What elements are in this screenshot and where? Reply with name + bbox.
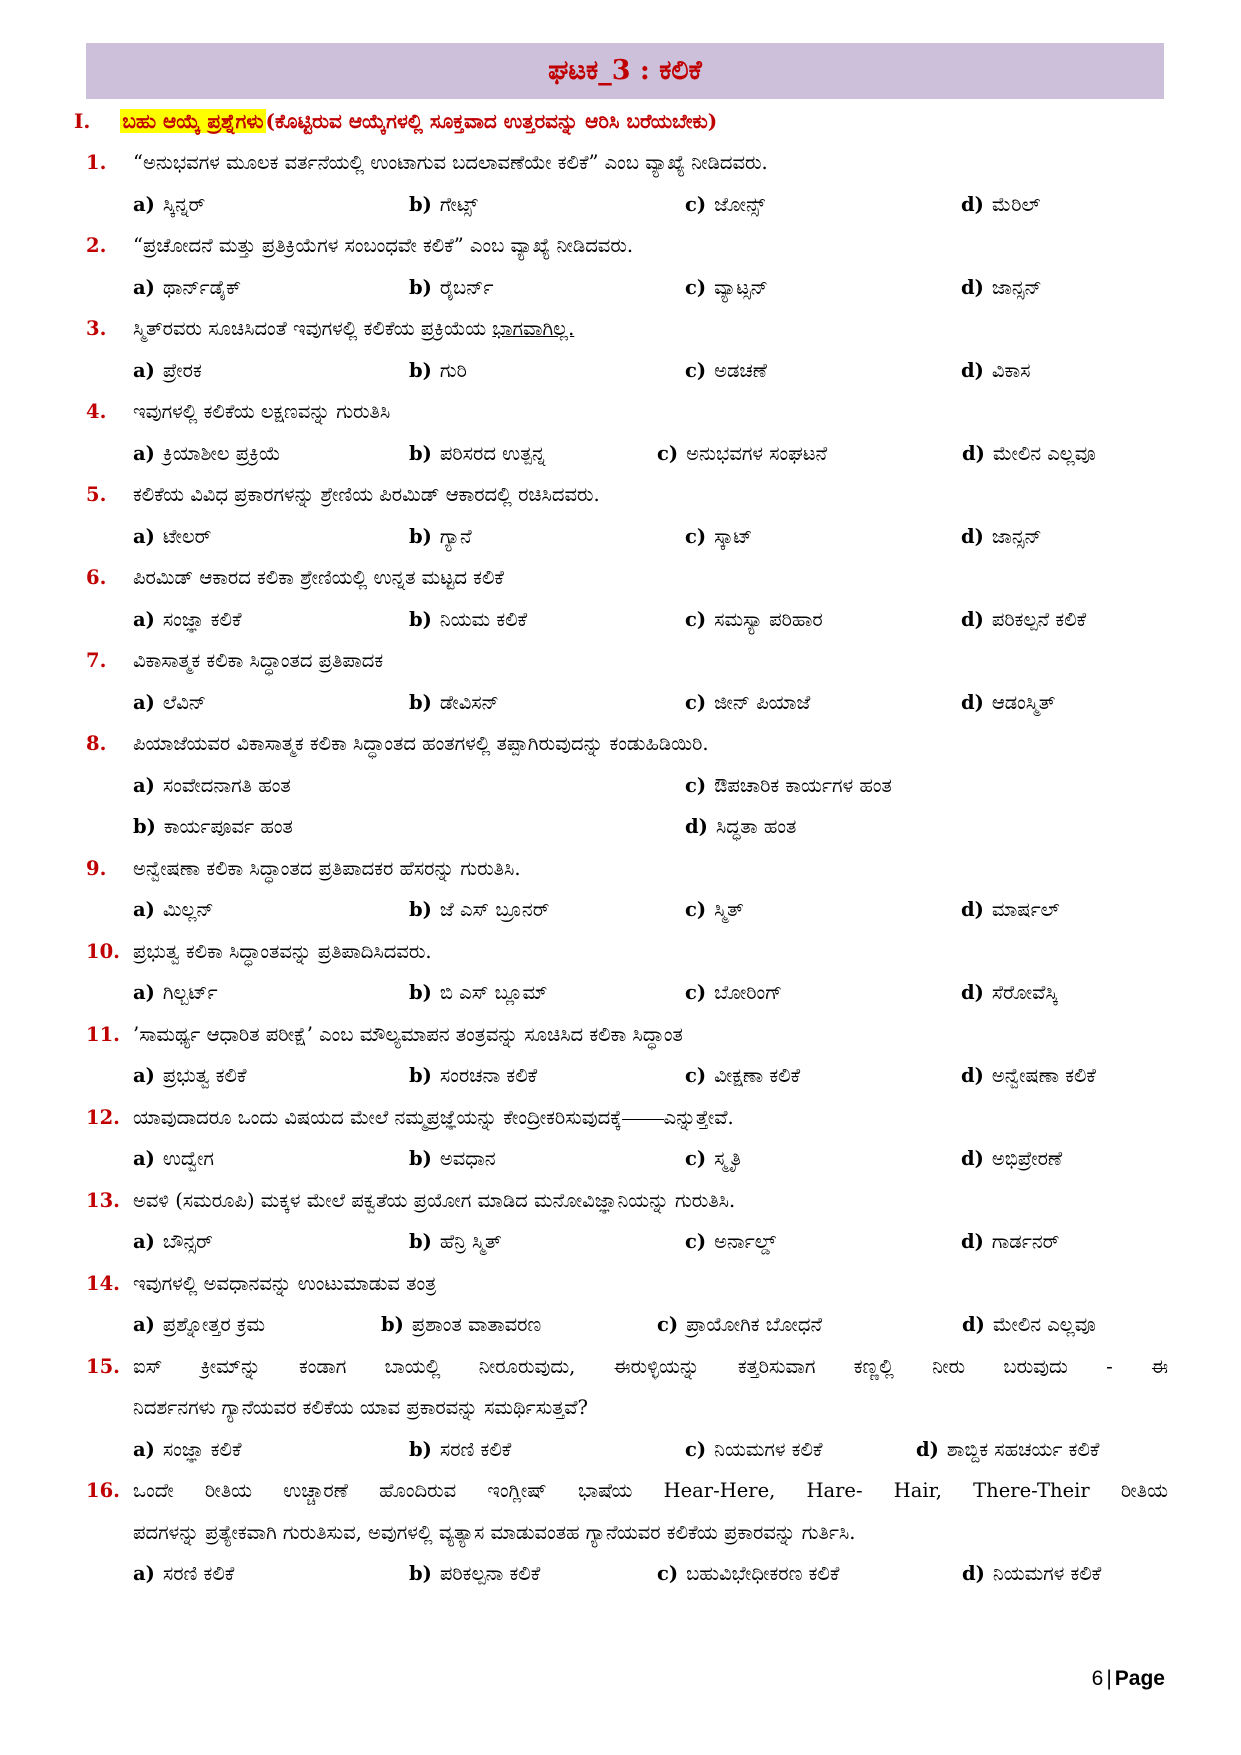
question-number: 16. [86,1479,120,1502]
question-number: 7. [86,649,107,672]
question-text-continued: ಪದಗಳನ್ನು ಪ್ರತ್ಯೇಕವಾಗಿ ಗುರುತಿಸುವ, ಅವುಗಳಲ್ಲಿ ವ್ಯತ್ಯಾಸ ಮಾಡುವಂತಹ ಗ್ಯಾನೆಯವರ ಕಲಿಕೆಯ ಪ್ರಕಾರವನ್ನು ಗುರ್ತಿಸಿ. [133,1520,856,1544]
question-text: ಸ್ಮಿತ್‌ರವರು ಸೂಚಿಸಿದಂತೆ ಇವುಗಳಲ್ಲಿ ಕಲಿಕೆಯ ಪ್ರಕ್ರಿಯೆಯ ಭಾಗವಾಗಿಲ್ಲ. [133,317,575,340]
option-c: c) ನಿಯಮಗಳ ಕಲಿಕೆ [685,1437,823,1461]
option-d: d) ನಿಯಮಗಳ ಕಲಿಕೆ [962,1562,1102,1585]
option-d: d) ಜಾನ್ಸನ್ [961,524,1042,548]
footer-separator: | [1106,1667,1112,1690]
question-text-continued: ನಿದರ್ಶನಗಳು ಗ್ಯಾನೆಯವರ ಕಲಿಕೆಯ ಯಾವ ಪ್ರಕಾರವನ್ನು ಸಮರ್ಥಿಸುತ್ತವೆ? [133,1396,588,1419]
option-d: d) ಸೆರೋವೆಸ್ಕಿ [961,981,1058,1004]
question-text: ಇವುಗಳಲ್ಲಿ ಅವಧಾನವನ್ನು ಉಂಟುಮಾಡುವ ತಂತ್ರ [133,1271,437,1295]
section-note: (ಕೊಟ್ಟಿರುವ ಆಯ್ಕೆಗಳಲ್ಲಿ ಸೂಕ್ತವಾದ ಉತ್ತರವನ್ನು ಆರಿಸಿ ಬರೆಯಬೇಕು) [265,109,718,133]
option-a: a) ಪ್ರೇರಕ [133,358,202,382]
unit-title: ಘಟಕ_3 : ಕಲಿಕೆ [86,43,1164,99]
option-d: d) ಮೇಲಿನ ಎಲ್ಲವೂ [962,441,1096,465]
question-number: 6. [86,566,107,589]
question-8 [86,723,1168,848]
option-a: a) ಉದ್ವೇಗ [133,1147,214,1170]
option-d: d) ಮೆರಿಲ್ [961,192,1041,216]
question-15 [86,1346,1168,1471]
option-b: b) ಡೇವಿಸನ್ [409,690,499,714]
option-a: a) ಬೌನ್ಸರ್ [133,1230,213,1253]
option-c: c) ಔಪಚಾರಿಕ ಕಾರ್ಯಗಳ ಹಂತ [685,773,892,797]
option-c: c) ಅಡಚಣೆ [685,358,767,382]
option-d: d) ಆಡಂಸ್ಮಿತ್ [961,690,1056,714]
question-text: ಅವಳಿ (ಸಮರೂಪಿ) ಮಕ್ಕಳ ಮೇಲೆ ಪಕ್ವತೆಯ ಪ್ರಯೋಗ ಮಾಡಿದ ಮನೋವಿಜ್ಞಾನಿಯನ್ನು ಗುರುತಿಸಿ. [133,1188,736,1212]
question-text: ವಿಕಾಸಾತ್ಮಕ ಕಲಿಕಾ ಸಿದ್ಧಾಂತದ ಪ್ರತಿಪಾದಕ [133,649,384,672]
question-number: 8. [86,732,107,755]
question-4 [86,391,1168,474]
section-heading [74,101,717,141]
section-number: I. [74,109,91,133]
option-d: d) ಶಾಬ್ದಿಕ ಸಹಚರ್ಯ ಕಲಿಕೆ [916,1437,1100,1461]
question-11 [86,1014,1168,1097]
option-b: b) ಗ್ಯಾನೆ [409,524,472,548]
option-b: b) ಅವಧಾನ [409,1147,496,1170]
question-text: ಒಂದೇ ರೀತಿಯ ಉಚ್ಚಾರಣೆ ಹೊಂದಿರುವ ಇಂಗ್ಲೀಷ್ ಭಾಷೆಯ Hear-Here, Hare- Hair, There-Their ರೀತಿಯ [133,1479,1168,1502]
question-text: ’ಸಾಮರ್ಥ್ಯ ಆಧಾರಿತ ಪರೀಕ್ಷೆ’ ಎಂಬ ಮೌಲ್ಯಮಾಪನ ತಂತ್ರವನ್ನು ಸೂಚಿಸಿದ ಕಲಿಕಾ ಸಿದ್ಧಾಂತ [133,1022,683,1046]
question-7 [86,640,1168,723]
option-d: d) ಸಿದ್ಧತಾ ಹಂತ [685,815,797,838]
option-b: b) ಪ್ರಶಾಂತ ವಾತಾವರಣ [381,1313,542,1336]
option-b: b) ಬಿ ಎಸ್ ಬ್ಲೂಮ್ [409,981,548,1004]
question-1 [86,142,1168,225]
option-d: d) ಮಾರ್ಷಲ್ [961,898,1060,921]
question-number: 2. [86,234,107,257]
option-a: a) ಪ್ರಭುತ್ವ ಕಲಿಕೆ [133,1064,247,1087]
question-text: “ಪ್ರಚೋದನೆ ಮತ್ತು ಪ್ರತಿಕ್ರಿಯೆಗಳ ಸಂಬಂಧವೇ ಕಲಿಕೆ” ಎಂಬ ವ್ಯಾಖ್ಯೆ ನೀಡಿದವರು. [133,234,634,257]
question-14 [86,1263,1168,1346]
question-number: 12. [86,1105,120,1129]
option-c: c) ಬೋರಿಂಗ್ [685,981,783,1004]
question-list [86,142,1168,1595]
section-title: ಬಹು ಆಯ್ಕೆ ಪ್ರಶ್ನೆಗಳು [122,109,264,133]
option-d: d) ಪರಿಕಲ್ಪನೆ ಕಲಿಕೆ [961,607,1087,631]
question-number: 14. [86,1271,120,1295]
option-c: c) ಸ್ಮೃತಿ [685,1147,741,1170]
option-b: b) ಕಾರ್ಯಪೂರ್ವ ಹಂತ [133,815,293,838]
question-number: 3. [86,317,107,340]
option-d: d) ವಿಕಾಸ [961,358,1031,382]
option-c: c) ವ್ಯಾಟ್ಸನ್ [685,275,768,299]
question-text: ಪ್ರಭುತ್ವ ಕಲಿಕಾ ಸಿದ್ಧಾಂತವನ್ನು ಪ್ರತಿಪಾದಿಸಿದವರು. [133,939,432,963]
question-text: ಐಸ್ ಕ್ರೀಮ್‌ನ್ನು ಕಂಡಾಗ ಬಾಯಲ್ಲಿ ನೀರೂರುವುದು, ಈರುಳ್ಳಿಯನ್ನು ಕತ್ತರಿಸುವಾಗ ಕಣ್ಣಲ್ಲಿ ನೀರು ಬರುವುದು - ಈ [133,1354,1168,1378]
question-9 [86,848,1168,931]
question-12 [86,1097,1168,1180]
question-text: ಅನ್ವೇಷಣಾ ಕಲಿಕಾ ಸಿದ್ಧಾಂತದ ಪ್ರತಿಪಾದಕರ ಹೆಸರನ್ನು ಗುರುತಿಸಿ. [133,856,521,880]
option-a: a) ಸಂಜ್ಞಾ ಕಲಿಕೆ [133,1437,242,1461]
option-c: c) ಬಹುವಿಭೇಧೀಕರಣ ಕಲಿಕೆ [657,1562,840,1585]
question-number: 13. [86,1188,120,1212]
option-a: a) ಸರಣಿ ಕಲಿಕೆ [133,1562,235,1585]
question-3 [86,308,1168,391]
option-b: b) ಗೇಟ್ಸ್ [409,192,478,216]
option-b: b) ಹೆನ್ರಿ ಸ್ಮಿತ್ [409,1230,502,1253]
question-5 [86,474,1168,557]
option-a: a) ಸ್ಕಿನ್ನರ್ [133,192,206,216]
answer-blank [622,1118,664,1120]
question-number: 1. [86,151,107,174]
question-number: 4. [86,400,107,423]
option-b: b) ಪರಿಕಲ್ಪನಾ ಕಲಿಕೆ [409,1562,541,1585]
page-footer [1092,1667,1165,1691]
option-c: c) ಜೋನ್ಸ್ [685,192,766,216]
option-d: d) ಗಾರ್ಡನರ್ [961,1230,1060,1253]
question-10 [86,931,1168,1014]
option-b: b) ಜೆ ಎಸ್ ಬ್ರೂನರ್ [409,898,550,921]
option-c: c) ಸಮಸ್ಯಾ ಪರಿಹಾರ [685,607,823,631]
option-a: a) ಸಂಜ್ಞಾ ಕಲಿಕೆ [133,607,242,631]
question-text: ಯಾವುದಾದರೂ ಒಂದು ವಿಷಯದ ಮೇಲೆ ನಮ್ಮಪ್ರಜ್ಞೆಯನ್ನು ಕೇಂದ್ರೀಕರಿಸುವುದಕ್ಕೆ ಎನ್ನುತ್ತೇವೆ. [133,1105,734,1129]
question-number: 11. [86,1022,120,1046]
option-c: c) ಸ್ಮಿತ್ [685,898,744,921]
option-a: a) ಪ್ರಶ್ನೋತ್ತರ ಕ್ರಮ [133,1313,266,1336]
question-text: ಇವುಗಳಲ್ಲಿ ಕಲಿಕೆಯ ಲಕ್ಷಣವನ್ನು ಗುರುತಿಸಿ [133,400,391,423]
option-a: a) ಕ್ರಿಯಾಶೀಲ ಪ್ರಕ್ರಿಯೆ [133,441,281,465]
question-text: ಕಲಿಕೆಯ ವಿವಿಧ ಪ್ರಕಾರಗಳನ್ನು ಶ್ರೇಣಿಯ ಪಿರಮಿಡ್ ಆಕಾರದಲ್ಲಿ ರಚಿಸಿದವರು. [133,483,600,506]
question-number: 15. [86,1354,120,1378]
option-b: b) ಪರಿಸರದ ಉತ್ಪನ್ನ [409,441,546,465]
page-label: Page [1114,1667,1165,1690]
option-a: a) ಸಂವೇದನಾಗತಿ ಹಂತ [133,773,291,797]
question-6 [86,557,1168,640]
option-d: d) ಮೇಲಿನ ಎಲ್ಲವೂ [962,1313,1096,1336]
option-b: b) ನಿಯಮ ಕಲಿಕೆ [409,607,528,631]
question-number: 5. [86,483,107,506]
option-b: b) ರೈಬರ್ನ್ [409,275,494,299]
page-number: 6 [1091,1667,1104,1690]
option-c: c) ಅನುಭವಗಳ ಸಂಘಟನೆ [657,441,828,465]
option-b: b) ಗುರಿ [409,358,467,382]
question-text: ಪಿರಮಿಡ್ ಆಕಾರದ ಕಲಿಕಾ ಶ್ರೇಣಿಯಲ್ಲಿ ಉನ್ನತ ಮಟ್ಟದ ಕಲಿಕೆ [133,566,504,589]
question-number: 9. [86,856,107,880]
question-16 [86,1470,1168,1595]
option-b: b) ಸರಣಿ ಕಲಿಕೆ [409,1437,512,1461]
underlined-text: ಭಾಗವಾಗಿಲ್ಲ. [492,317,575,340]
option-a: a) ಲೆವಿನ್ [133,690,207,714]
question-2 [86,225,1168,308]
question-number: 10. [86,939,120,963]
option-a: a) ಗಿಲ್ಬರ್ಟ್ [133,981,218,1004]
question-text: “ಅನುಭವಗಳ ಮೂಲಕ ವರ್ತನೆಯಲ್ಲಿ ಉಂಟಾಗುವ ಬದಲಾವಣೆಯೇ ಕಲಿಕೆ” ಎಂಬ ವ್ಯಾಖ್ಯೆ ನೀಡಿದವರು. [133,151,768,174]
option-c: c) ವೀಕ್ಷಣಾ ಕಲಿಕೆ [685,1064,801,1087]
option-b: b) ಸಂರಚನಾ ಕಲಿಕೆ [409,1064,538,1087]
option-d: d) ಜಾನ್ಸನ್ [961,275,1042,299]
option-d: d) ಅಭಿಪ್ರೇರಣೆ [961,1147,1063,1170]
option-c: c) ಪ್ರಾಯೋಗಿಕ ಬೋಧನೆ [657,1313,823,1336]
question-text: ಪಿಯಾಜೆಯವರ ವಿಕಾಸಾತ್ಮಕ ಕಲಿಕಾ ಸಿದ್ಧಾಂತದ ಹಂತಗಳಲ್ಲಿ ತಪ್ಪಾಗಿರುವುದನ್ನು ಕಂಡುಹಿಡಿಯಿರಿ. [133,732,709,755]
option-a: a) ಟೇಲರ್ [133,524,212,548]
option-c: c) ಅರ್ನಾಲ್ಡ್ [685,1230,776,1253]
option-c: c) ಜೀನ್ ಪಿಯಾಜೆ [685,690,811,714]
question-13 [86,1180,1168,1263]
option-c: c) ಸ್ಕಾಟ್ [685,524,753,548]
option-d: d) ಅನ್ವೇಷಣಾ ಕಲಿಕೆ [961,1064,1096,1087]
option-a: a) ಮಿಲ್ಲನ್ [133,898,214,921]
option-a: a) ಥಾರ್ನ್‌ಡೈಕ್ [133,275,242,299]
